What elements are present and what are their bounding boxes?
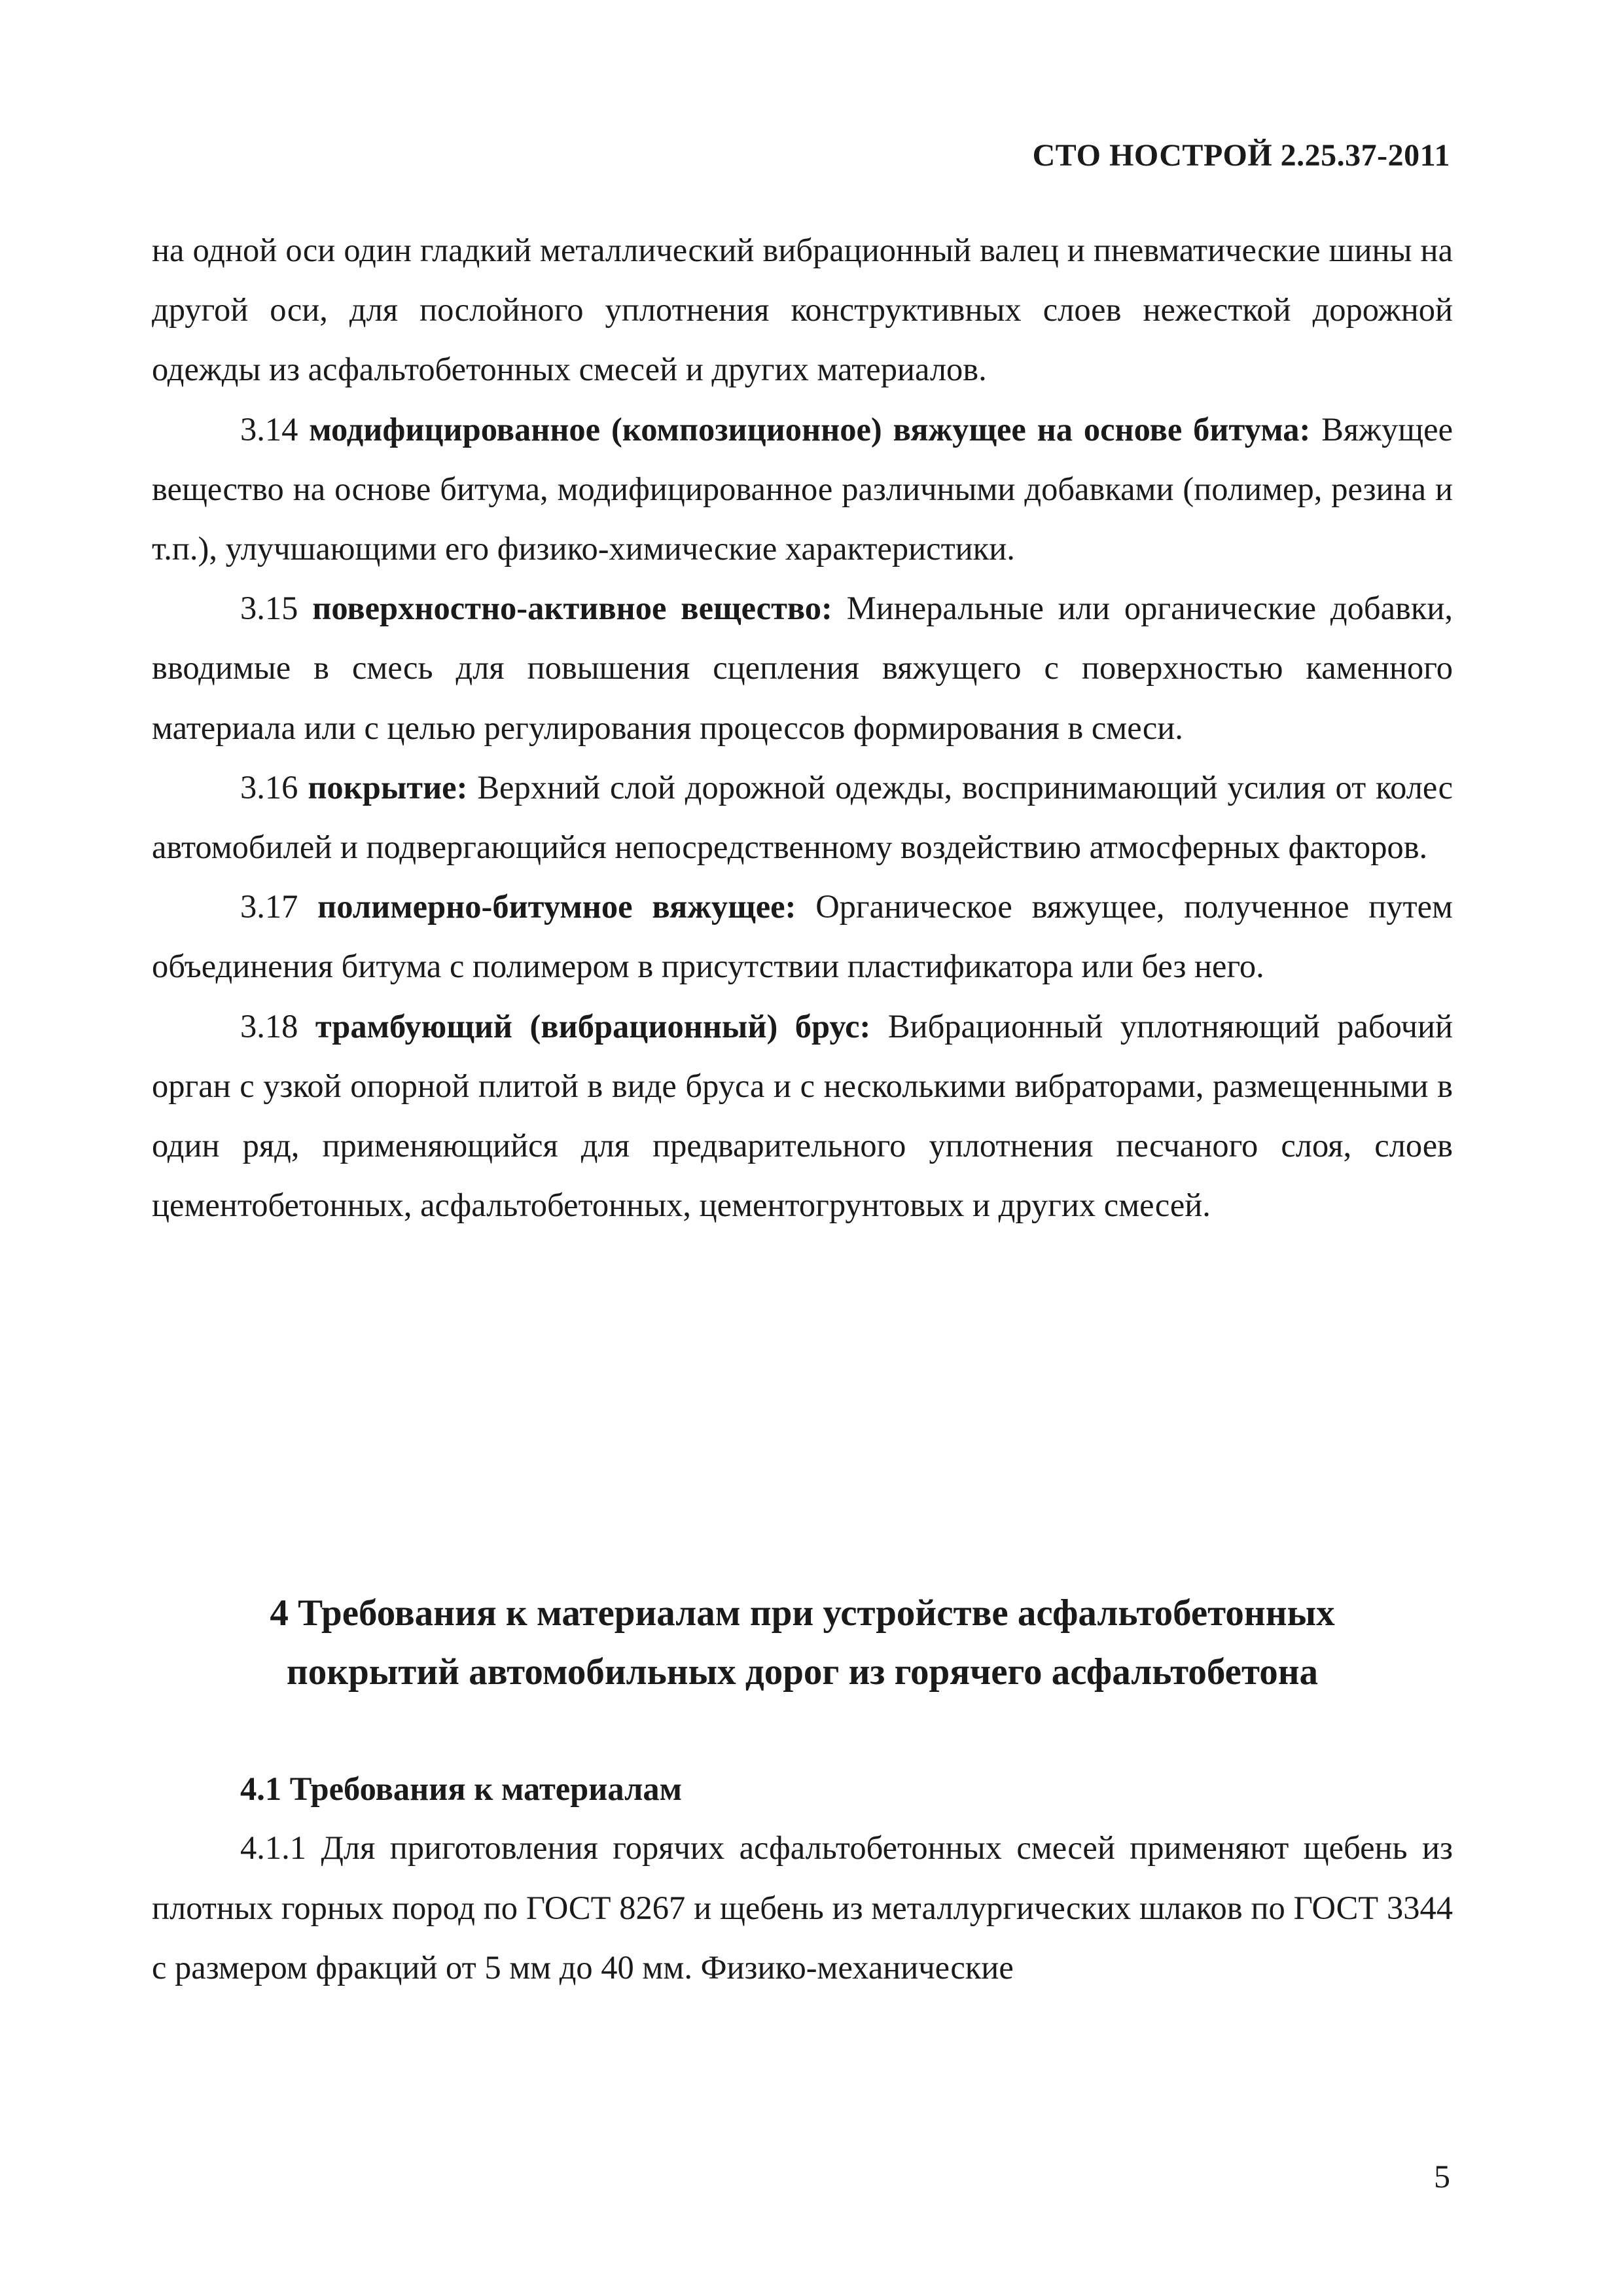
paragraph-continuation <box>152 221 1453 400</box>
definition-text: Минеральные или органические добавки, вводимые в смесь для повышения сцепления вяжущего с поверхностью каменного материала или с целью регулирования процессов формирования в смеси. <box>152 590 1454 746</box>
clause-4-1-1 <box>152 1818 1453 1998</box>
definition-3-18 <box>152 997 1453 1236</box>
defined-term: трамбующий (вибрационный) брус: <box>315 1007 871 1045</box>
definitions-body <box>152 221 1453 1235</box>
definition-text: Верхний слой дорожной одежды, воспринимающий усилия от колес автомобилей и подвергающийся непосредственному воздействию атмосферных факторов. <box>152 768 1453 866</box>
definition-text: Вяжущее вещество на основе битума, модифицированное различными добавками (полимер, резина и т.п.), улучшающими его физико-химические характеристики. <box>152 410 1454 567</box>
definition-3-14 <box>152 400 1453 579</box>
clause-number: 3.14 <box>240 410 298 448</box>
definition-3-17 <box>152 877 1453 996</box>
defined-term: покрытие: <box>308 768 468 806</box>
defined-term: поверхностно-активное вещество: <box>312 590 832 627</box>
definition-text: Вибрационный уплотняющий рабочий орган с узкой опорной плитой в виде бруса и с несколькими вибраторами, размещенными в один ряд, применяющийся для предварительного уплотнения песчаного слоя, слоев цементобетонных, асфальтобетонных, цементогрунтовых и других смесей. <box>152 1007 1454 1224</box>
clause-number: 3.18 <box>240 1007 298 1045</box>
running-header: СТО НОСТРОЙ 2.25.37-2011 <box>1032 138 1450 173</box>
clause-number: 4.1.1 <box>240 1829 306 1866</box>
subsection-4-1-heading: 4.1 Требования к материалам <box>240 1770 683 1807</box>
definition-text: Органическое вяжущее, полученное путем объединения битума с полимером в присутствии пластификатора или без него. <box>152 888 1453 985</box>
defined-term: полимерно-битумное вяжущее: <box>317 888 796 925</box>
definition-3-16 <box>152 758 1453 877</box>
paragraph-text: на одной оси один гладкий металлический вибрационный валец и пневматические шины на другой оси, для послойного уплотнения конструктивных слоев нежесткой дорожной одежды из асфальтобетонных смесей и других материалов. <box>152 232 1453 388</box>
clause-number: 3.16 <box>240 768 298 806</box>
definition-3-15 <box>152 579 1453 758</box>
section-heading-line: 4 Требования к материалам при устройстве асфальтобетонных <box>270 1592 1335 1634</box>
section-4-heading <box>152 1584 1453 1702</box>
clause-text: Для приготовления горячих асфальтобетонных смесей применяют щебень из плотных горных пород по ГОСТ 8267 и щебень из металлургических шлаков по ГОСТ 3344 с размером фракций от 5 мм до 40 мм. Физико-механические <box>152 1829 1453 1986</box>
defined-term: модифицированное (композиционное) вяжущее на основе битума: <box>309 410 1311 448</box>
section-heading-line: покрытий автомобильных дорог из горячего асфальтобетона <box>286 1651 1319 1693</box>
clause-number: 3.17 <box>240 888 298 925</box>
clause-number: 3.15 <box>240 590 298 627</box>
page-number: 5 <box>1434 2158 1450 2195</box>
section-4-body <box>152 1818 1453 1998</box>
